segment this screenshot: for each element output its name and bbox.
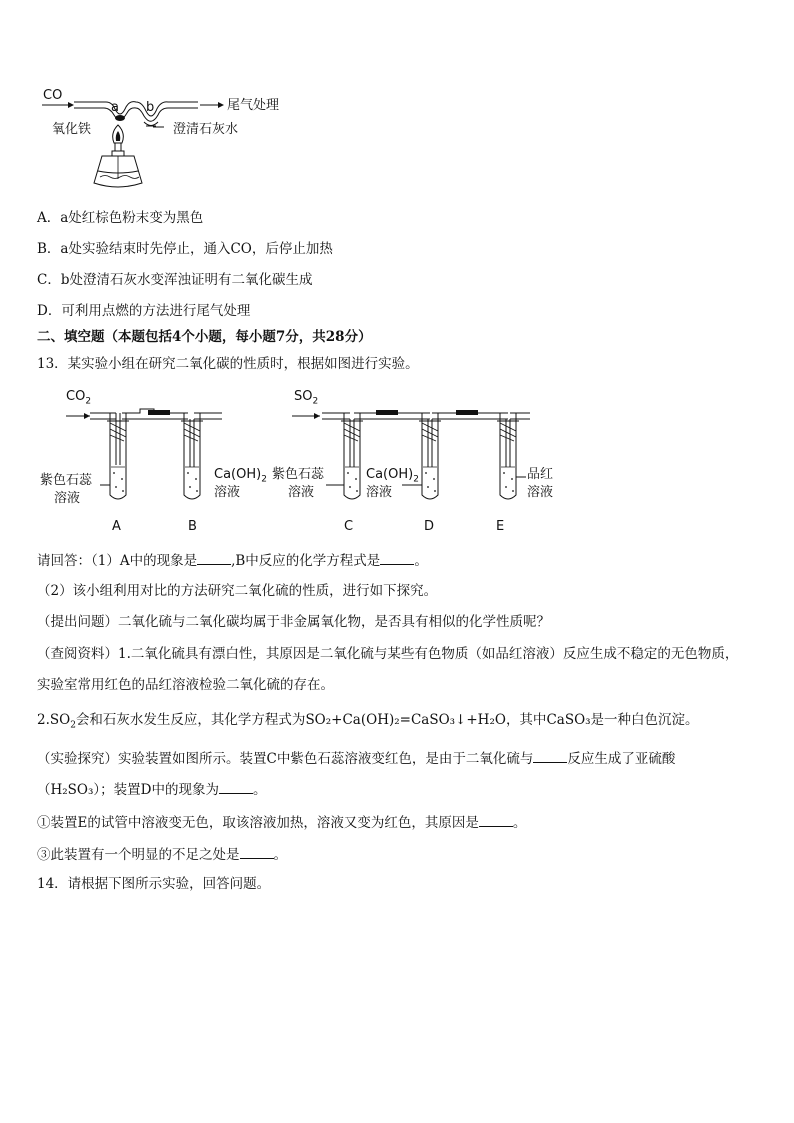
answer-blank-5[interactable]	[479, 813, 513, 827]
answer-blank-1[interactable]	[197, 551, 231, 565]
co2-label: $CO_2$	[66, 389, 92, 407]
litmus-label-c-1: 紫色石蕊	[272, 467, 325, 482]
litmus-label-a-1: 紫色石蕊	[40, 473, 93, 488]
co-label: CO	[43, 88, 63, 103]
option-b: B．a处实验结束时先停止，通入CO，后停止加热	[37, 241, 333, 257]
test-tube-figure	[30, 385, 570, 540]
q13-info1b: 实验室常用红色的品红溶液检验二氧化硫的存在。	[37, 677, 334, 693]
tube-letter-b: B	[188, 519, 197, 534]
q13-info1: （查阅资料）1.二氧化硫具有漂白性，其原因是二氧化硫与某些有色物质（如品红溶液）反应生成不稳定的无色物质，	[37, 646, 739, 662]
option-a: A．a处红棕色粉末变为黑色	[37, 210, 204, 226]
so2-label: $SO_2$	[294, 389, 319, 407]
q13-item3: ③此装置有一个明显的不足之处是 。	[37, 847, 287, 863]
exhaust-label: 尾气处理	[227, 98, 280, 113]
litmus-label-c-2: 溶液	[288, 485, 315, 500]
option-c: C．b处澄清石灰水变浑浊证明有二氧化碳生成	[37, 272, 313, 288]
answer-blank-4[interactable]	[219, 780, 253, 794]
q13-question: （提出问题）二氧化硫与二氧化碳均属于非金属氧化物，是否具有相似的化学性质呢？	[37, 614, 550, 630]
tube-letter-d: D	[424, 519, 435, 534]
point-a-label: a	[111, 100, 119, 115]
pinkred-label-1: 品红	[527, 467, 554, 482]
q13-ask1: 请回答：（1）A中的现象是 ,B中反应的化学方程式是 。	[37, 553, 428, 569]
co-apparatus-figure	[40, 85, 300, 197]
limewater-label: 澄清石灰水	[173, 122, 239, 137]
solution-label-d: 溶液	[366, 485, 393, 500]
answer-blank-6[interactable]	[240, 845, 274, 859]
q13-stem: 13．某实验小组在研究二氧化碳的性质时，根据如图进行实验。	[37, 356, 419, 372]
tube-letter-c: C	[344, 519, 354, 534]
answer-blank-2[interactable]	[380, 551, 414, 565]
iron-oxide-label: 氧化铁	[52, 122, 92, 137]
q13-info2: $2.SO_2$会和石灰水发生反应，其化学方程式为SO₂+Ca(OH)₂=CaSO₃↓+H₂O，其中CaSO₃是一种白色沉淀。	[37, 712, 699, 731]
tube-letter-a: A	[112, 519, 121, 534]
caoh-label-b: $Ca(OH)_2$	[214, 467, 267, 485]
section-title: 二、填空题（本题包括4个小题，每小题7分，共28分）	[37, 329, 372, 345]
q13-explore: （实验探究）实验装置如图所示。装置C中紫色石蕊溶液变红色，是由于二氧化硫与 反应生成了亚硫酸	[37, 751, 676, 767]
answer-blank-3[interactable]	[533, 749, 567, 763]
tube-letter-e: E	[496, 519, 505, 534]
solution-label-b: 溶液	[214, 485, 241, 500]
q14-stem: 14．请根据下图所示实验，回答问题。	[37, 876, 271, 892]
litmus-label-a-2: 溶液	[54, 491, 81, 506]
caoh-label-d: $Ca(OH)_2$	[366, 467, 419, 485]
point-b-label: b	[146, 100, 155, 115]
pinkred-label-2: 溶液	[527, 485, 554, 500]
equation: SO₂+Ca(OH)₂=CaSO₃↓+H₂O	[305, 712, 506, 728]
q13-explore2: （H₂SO₃）；装置D中的现象为 。	[37, 782, 267, 798]
option-d: D．可利用点燃的方法进行尾气处理	[37, 303, 251, 319]
q13-ask2: （2）该小组利用对比的方法研究二氧化硫的性质，进行如下探究。	[37, 583, 438, 599]
q13-item1: ①装置E的试管中溶液变无色，取该溶液加热，溶液又变为红色，其原因是 。	[37, 815, 527, 831]
